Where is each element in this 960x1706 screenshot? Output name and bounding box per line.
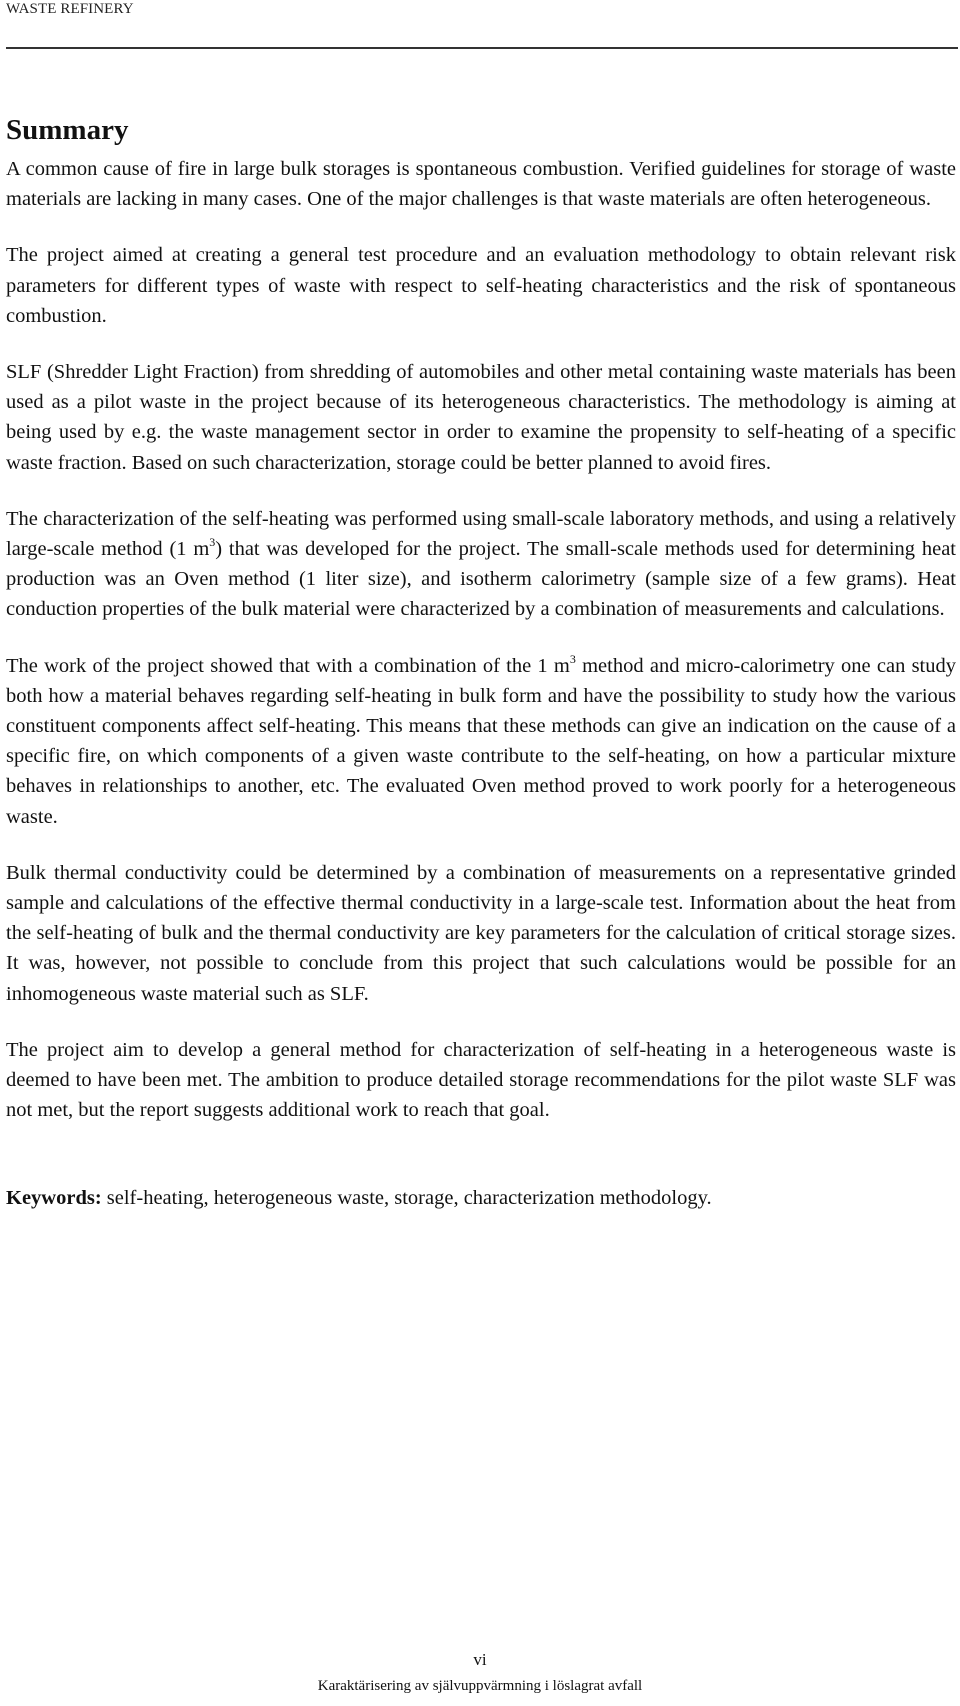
keywords-line [6, 1183, 956, 1213]
paragraph-conclusion: The project aim to develop a general method for characterization of self-heating in a heterogeneous waste is deemed to have been met. The ambition to produce detailed storage recommendations for the pilot waste SLF was not met, but the report suggests additional work to reach that goal. [6, 1038, 956, 1122]
paragraph-project-aim: The project aimed at creating a general test procedure and an evaluation methodology to obtain relevant risk parameters for different types of waste with respect to self-heating characteristics and the risk of spontaneous combustion. [6, 244, 956, 327]
paragraph-text-part: The characterization of the self-heating was performed using small-scale laboratory methods, and using a relatively large-scale method (1 m [6, 507, 956, 561]
keywords-text: self-heating, heterogeneous waste, storage, characterization methodology. [101, 1187, 712, 1210]
paragraph-text-part: The work of the project showed that with a combination of the 1 m [6, 654, 570, 677]
paragraph-characterization-methods [6, 504, 956, 625]
keywords-label: Keywords: [6, 1187, 102, 1210]
superscript: 3 [569, 651, 576, 666]
footer-title: Karaktärisering av självuppvärmning i löslagrat avfall [317, 1678, 643, 1694]
paragraph-project-results [6, 651, 956, 832]
header-divider [6, 47, 958, 49]
summary-section [6, 108, 956, 1213]
page-number: vi [473, 1650, 487, 1669]
running-header: WASTE REFINERY [6, 1, 134, 17]
paragraph-text-part: ) that was developed for the project. The small-scale methods used for determining heat production was an Oven method (1 liter size), and isotherm calorimetry (sample size of a few grams). Heat conduction properties of the bulk material were characterized by a combination of measurements and calculations. [6, 538, 956, 621]
paragraph-intro: A common cause of fire in large bulk storages is spontaneous combustion. Verified guidelines for storage of waste materials are lacking in many cases. One of the major challenges is that waste materials are often heterogeneous. [6, 158, 956, 211]
superscript: 3 [209, 535, 216, 550]
section-title: Summary [6, 114, 129, 146]
paragraph-text-part: method and micro-calorimetry one can study both how a material behaves regarding self-heating in bulk form and have the possibility to study how the various constituent components affect self-heating. This means that these methods can give an indication on the cause of a specific fire, on which components of a given waste contribute to the self-heating, on how a particular mixture behaves in relationships to another, etc. The evaluated Oven method proved to work poorly for a heterogeneous waste. [6, 654, 956, 828]
paragraph-slf-pilot: SLF (Shredder Light Fraction) from shredding of automobiles and other metal containing waste materials has been used as a pilot waste in the project because of its heterogeneous characteristics. The methodology is aiming at being used by e.g. the waste management sector in order to examine the propensity to self-heating of a specific waste fraction. Based on such characterization, storage could be better planned to avoid fires. [6, 361, 956, 474]
paragraph-thermal-conductivity: Bulk thermal conductivity could be determined by a combination of measurements on a representative grinded sample and calculations of the effective thermal conductivity in a large-scale test. Information about the heat from the self-heating of bulk and the thermal conductivity are key parameters for the calculation of critical storage sizes. It was, however, not possible to conclude from this project that such calculations would be possible for an inhomogeneous waste material such as SLF. [6, 861, 956, 1005]
